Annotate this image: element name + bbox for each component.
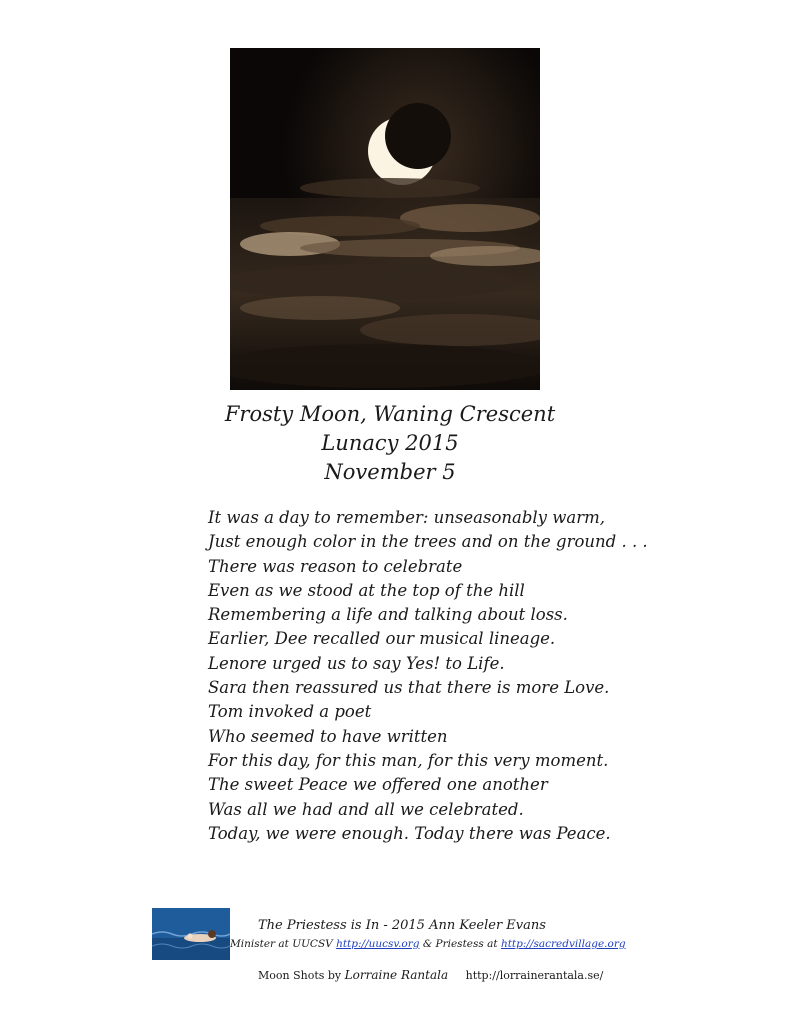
- photo-credit: [258, 968, 638, 982]
- footer-heading: The Priestess is In - 2015 Ann Keeler Evans: [258, 918, 546, 933]
- poem-line: Was all we had and all we celebrated.: [208, 799, 524, 819]
- title-line-2: Lunacy 2015: [321, 431, 459, 455]
- moon-photo: [230, 48, 540, 390]
- uucsv-link[interactable]: http://uucsv.org: [336, 938, 420, 950]
- poem-line: Remembering a life and talking about loss.: [208, 605, 568, 625]
- poem-line: The sweet Peace we offered one another: [208, 775, 548, 795]
- moonshots-text: Moon Shots by: [258, 969, 342, 982]
- title-block: [190, 400, 590, 487]
- poem-line: Earlier, Dee recalled our musical lineage.: [208, 629, 556, 649]
- poem-line: Tom invoked a poet: [208, 702, 372, 722]
- poem-line: There was reason to celebrate: [208, 556, 463, 576]
- poem-line: Who seemed to have written: [208, 726, 448, 746]
- photographer-name: Lorraine Rantala: [344, 968, 449, 982]
- minister-text: Minister at UUCSV: [230, 938, 333, 950]
- swimmer-photo-art: [152, 908, 230, 960]
- poem: [208, 506, 648, 846]
- poem-line: Lenore urged us to say Yes! to Life.: [208, 653, 505, 673]
- moon-photo-art: [230, 48, 540, 390]
- poem-line: Just enough color in the trees and on the ground . . .: [208, 532, 648, 552]
- poem-line: It was a day to remember: unseasonably warm,: [208, 508, 605, 527]
- title-line-3: November 5: [324, 460, 456, 484]
- priestess-photo: [152, 908, 230, 960]
- title-line-1: Frosty Moon, Waning Crescent: [224, 402, 556, 426]
- poem-line: Today, we were enough. Today there was Peace.: [208, 823, 611, 843]
- priestess-text: & Priestess at: [422, 938, 498, 950]
- footer-affiliations: [230, 938, 650, 950]
- sacred-village-link[interactable]: http://sacredvillage.org: [500, 938, 626, 950]
- poem-line: Even as we stood at the top of the hill: [208, 580, 525, 600]
- poem-line: For this day, for this man, for this very moment.: [208, 750, 609, 770]
- poem-line: Sara then reassured us that there is more Love.: [208, 678, 610, 698]
- photographer-site: http://lorrainerantala.se/: [465, 969, 604, 982]
